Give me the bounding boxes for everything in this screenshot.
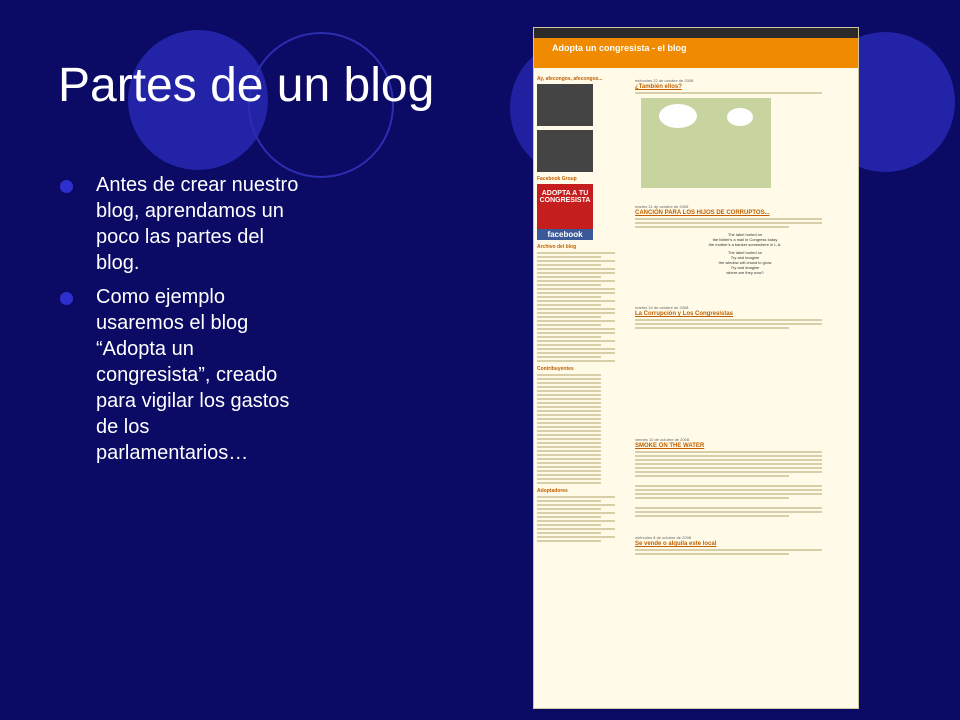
post-date: miércoles 22 de octubre de 2008 <box>635 78 694 83</box>
blog-sidebar <box>537 72 635 557</box>
slide-title: Partes de un blog <box>58 59 435 112</box>
post-title[interactable]: SMOKE ON THE WATER <box>635 443 705 449</box>
bullet-icon <box>60 292 73 305</box>
post-poem: The label hurled on the father's a mail in Congress today the mother's a banker somewhere in L.A. The label hurled on Try and imagine the window will crowd to grow Try and imagine where are they now? <box>708 232 782 275</box>
blog-main <box>635 72 855 557</box>
sidebar-image <box>537 84 593 126</box>
blog-title: Adopta un congresista - el blog <box>552 43 687 53</box>
blog-screenshot <box>533 27 859 709</box>
sidebar-heading: Facebook Group <box>537 176 577 182</box>
bullet-icon <box>60 180 73 193</box>
sidebar-heading: Adoptadores <box>537 488 568 494</box>
post-title[interactable]: La Corrupción y Los Congresistas <box>635 311 734 317</box>
blog-navbar <box>534 28 858 38</box>
bullet-text: Antes de crear nuestro blog, aprendamos un poco las partes del blog. <box>96 174 299 274</box>
post-title[interactable]: Se vende o alquila este local <box>635 541 717 547</box>
bullet-list <box>60 172 300 474</box>
post-date: miércoles 8 de octubre de 2008 <box>635 535 692 540</box>
bullet-item <box>60 284 300 466</box>
post-title[interactable]: CANCIÓN PARA LOS HIJOS DE CORRUPTOS... <box>635 210 770 216</box>
post-title[interactable]: ¿También ellos? <box>635 84 682 90</box>
post-date: martes 14 de octubre de 2008 <box>635 305 689 310</box>
facebook-badge[interactable]: ADOPTA A TU CONGRESISTA facebook <box>537 184 593 240</box>
post-cartoon <box>641 98 771 188</box>
blog-header <box>534 38 858 68</box>
blog-subtitle <box>534 53 858 54</box>
bullet-text: Como ejemplo usaremos el blog “Adopta un congresista”, creado para vigilar los gastos de los parlamentarios… <box>96 286 290 464</box>
sidebar-heading: Ay, afecongos, afecongos... <box>537 76 603 82</box>
sidebar-image <box>537 130 593 172</box>
post-date: viernes 10 de octubre de 2008 <box>635 437 690 442</box>
bullet-item <box>60 172 300 276</box>
sidebar-heading: Archivo del blog <box>537 244 577 250</box>
post-date: martes 21 de octubre de 2008 <box>635 204 689 209</box>
sidebar-heading: Contribuyentes <box>537 366 574 372</box>
